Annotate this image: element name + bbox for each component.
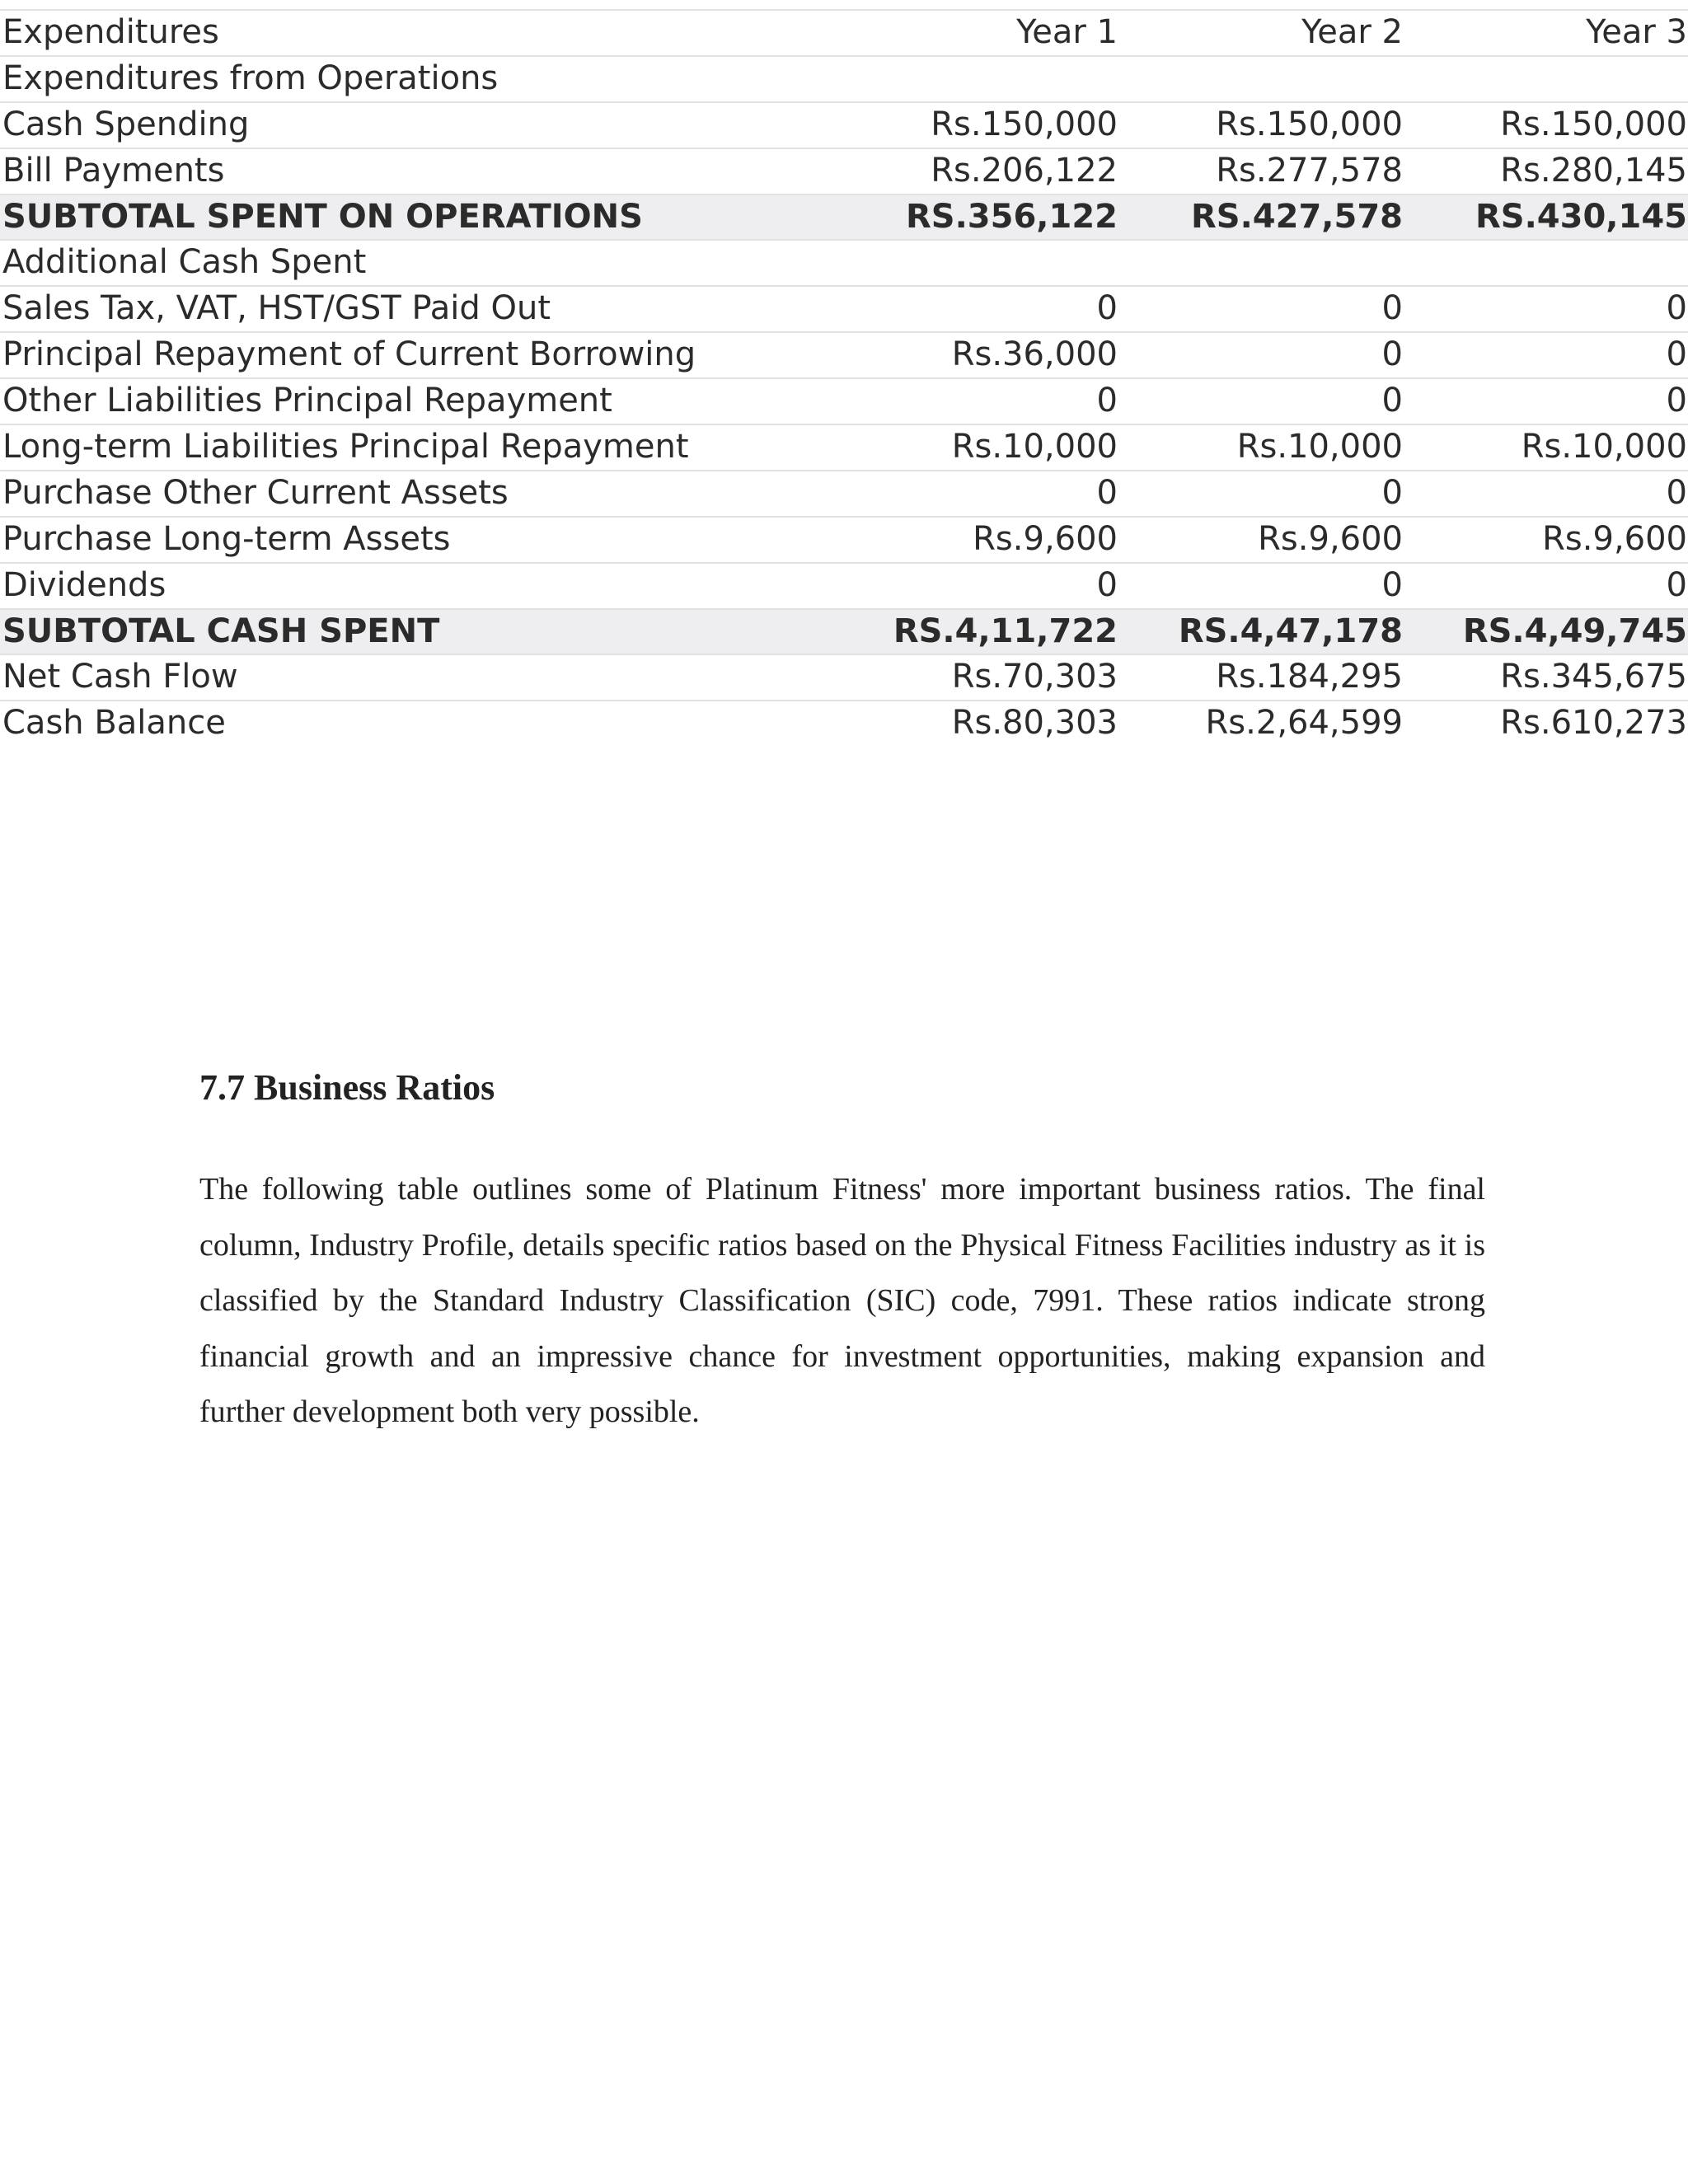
year-3-value: 0 — [1666, 473, 1687, 512]
row-label: Dividends — [2, 565, 166, 604]
year-2-value: 0 — [1381, 565, 1403, 604]
year-2-value: Rs.277,578 — [1216, 151, 1403, 190]
section-heading: 7.7 Business Ratios — [199, 1067, 495, 1108]
row-label: SUBTOTAL SPENT ON OPERATIONS — [2, 197, 643, 236]
year-2-value: 0 — [1381, 473, 1403, 512]
year-1-value: RS.4,11,722 — [893, 612, 1118, 650]
table-row — [0, 148, 1688, 194]
table-row — [0, 285, 1688, 331]
year-1-value: Rs.206,122 — [931, 151, 1118, 190]
year-1-value: Rs.36,000 — [951, 335, 1118, 374]
section-paragraph: The following table outlines some of Platinum Fitness' more important business ratios. The final column, Industry Profile, details specific ratios based on the Physical Fitness Facilities industry as it is classified by the Standard Industry Classification (SIC) code, 7991. These ratios indicate strong financial growth and an impressive chance for investment opportunities, making expansion and further development both very possible. — [199, 1172, 1485, 1429]
table-row — [0, 654, 1688, 700]
table-row — [0, 562, 1688, 608]
row-label: Sales Tax, VAT, HST/GST Paid Out — [2, 289, 551, 328]
year-1-value: RS.356,122 — [906, 197, 1118, 236]
row-label: Long-term Liabilities Principal Repayment — [2, 428, 689, 466]
table-row — [0, 331, 1688, 377]
year-2-value: 0 — [1381, 289, 1403, 328]
year-3-value: Rs.9,600 — [1542, 519, 1687, 558]
row-label: Other Liabilities Principal Repayment — [2, 382, 612, 420]
year-3-value: 0 — [1666, 565, 1687, 604]
header-year-3: Year 3 — [1586, 13, 1687, 51]
year-1-value: 0 — [1096, 565, 1118, 604]
year-1-value: Rs.70,303 — [951, 658, 1118, 696]
header-year-1: Year 1 — [1016, 13, 1118, 51]
year-1-value: 0 — [1096, 289, 1118, 328]
year-2-value: RS.427,578 — [1191, 197, 1403, 236]
year-2-value: 0 — [1381, 382, 1403, 420]
row-label: Bill Payments — [2, 151, 225, 190]
table-row — [0, 377, 1688, 424]
table-row — [0, 700, 1688, 746]
year-2-value: Rs.9,600 — [1258, 519, 1403, 558]
table-row — [0, 470, 1688, 516]
subtotal-row — [0, 608, 1688, 654]
year-3-value: Rs.610,273 — [1500, 704, 1687, 743]
year-1-value: Rs.150,000 — [931, 105, 1118, 143]
table-body — [0, 55, 1688, 746]
table-row — [0, 516, 1688, 562]
year-3-value: Rs.150,000 — [1500, 105, 1687, 143]
subtotal-row — [0, 194, 1688, 240]
table-row — [0, 424, 1688, 470]
expenditures-table — [0, 9, 1688, 746]
year-3-value: RS.4,49,745 — [1462, 612, 1687, 650]
row-label: Cash Spending — [2, 105, 250, 143]
row-label: Additional Cash Spent — [2, 243, 367, 282]
year-1-value: Rs.9,600 — [973, 519, 1118, 558]
year-3-value: 0 — [1666, 335, 1687, 374]
year-1-value: Rs.80,303 — [951, 704, 1118, 743]
row-label: Net Cash Flow — [2, 658, 238, 696]
year-1-value: 0 — [1096, 473, 1118, 512]
year-2-value: Rs.2,64,599 — [1205, 704, 1403, 743]
year-3-value: Rs.280,145 — [1500, 151, 1687, 190]
year-2-value: 0 — [1381, 335, 1403, 374]
row-label: Purchase Long-term Assets — [2, 519, 451, 558]
year-2-value: Rs.184,295 — [1216, 658, 1403, 696]
row-label: Principal Repayment of Current Borrowing — [2, 335, 696, 374]
table-row — [0, 101, 1688, 148]
year-2-value: Rs.150,000 — [1216, 105, 1403, 143]
year-1-value: Rs.10,000 — [951, 428, 1118, 466]
year-3-value: Rs.10,000 — [1521, 428, 1687, 466]
table-row — [0, 55, 1688, 101]
year-3-value: Rs.345,675 — [1500, 658, 1687, 696]
year-3-value: 0 — [1666, 289, 1687, 328]
year-1-value: 0 — [1096, 382, 1118, 420]
year-3-value: RS.430,145 — [1475, 197, 1687, 236]
header-label: Expenditures — [2, 13, 219, 51]
header-year-2: Year 2 — [1301, 13, 1403, 51]
year-2-value: Rs.10,000 — [1236, 428, 1403, 466]
row-label: Cash Balance — [2, 704, 226, 743]
year-2-value: RS.4,47,178 — [1178, 612, 1403, 650]
table-row — [0, 239, 1688, 285]
table-header-row — [0, 9, 1688, 55]
business-ratios-section — [199, 1063, 1485, 1472]
row-label: Purchase Other Current Assets — [2, 473, 509, 512]
row-label: SUBTOTAL CASH SPENT — [2, 612, 440, 650]
year-3-value: 0 — [1666, 382, 1687, 420]
row-label: Expenditures from Operations — [2, 59, 499, 97]
